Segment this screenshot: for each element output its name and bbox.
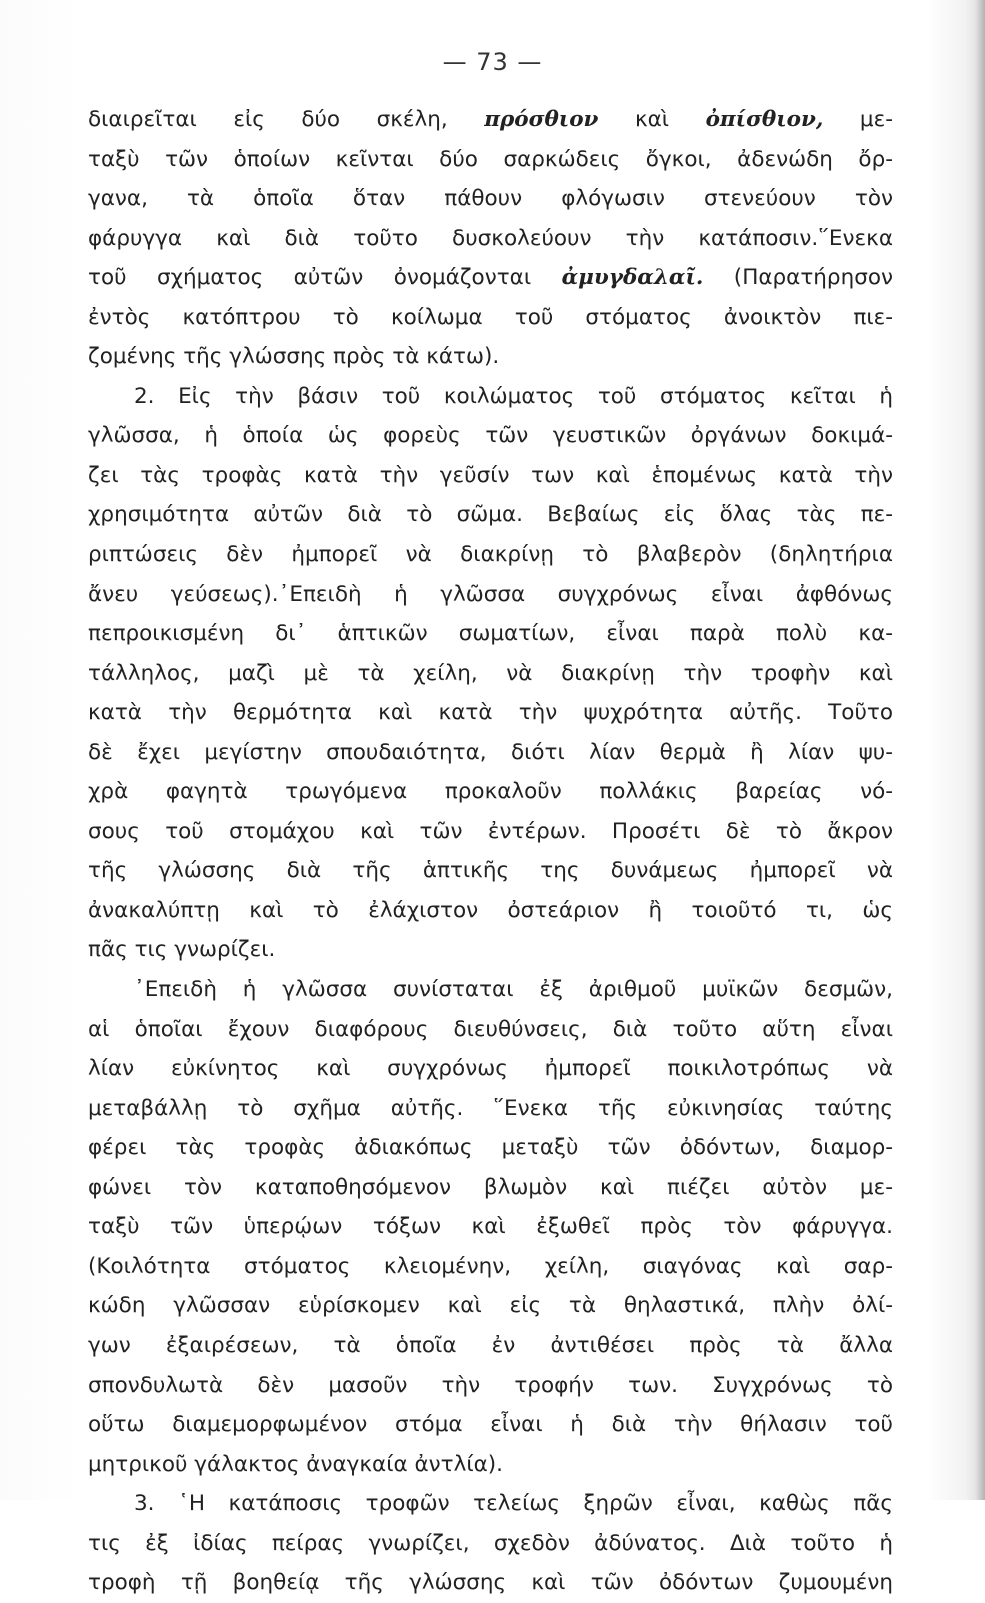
text-line: [88, 1405, 893, 1445]
text-line: [88, 1286, 893, 1326]
text-segment: φώνει τὸν καταποθησόμενον βλωμὸν καὶ πιέζει αὐτὸν με-: [88, 1174, 893, 1200]
text-segment: ταξὺ τῶν ὑπερῴων τόξων καὶ ἐξωθεῖ πρὸς τὸν φάρυγγα.: [88, 1214, 893, 1240]
page-number: — 73 —: [442, 48, 543, 76]
text-line: [88, 258, 893, 298]
text-segment: κώδη γλῶσσαν εὑρίσκομεν καὶ εἰς τὰ θηλαστικά, πλὴν ὀλί-: [88, 1293, 893, 1319]
text-line: [88, 535, 893, 575]
emphasized-term: πρόσθιον: [484, 107, 599, 132]
text-segment: γων ἐξαιρέσεων, τὰ ὁποῖα ἐν ἀντιθέσει πρὸς τὰ ἄλλα: [88, 1332, 893, 1358]
text-segment: 3. ῾Η κατάποσις τροφῶν τελείως ξηρῶν εἶναι, καθὼς πᾶς: [134, 1491, 893, 1517]
text-line: [88, 179, 893, 219]
text-segment: ἄνευ γεύσεως).᾿Επειδὴ ἡ γλῶσσα συγχρόνως εἶναι ἀφθόνως: [88, 581, 893, 607]
text-line: [88, 930, 893, 970]
text-line: [88, 970, 893, 1010]
text-segment: οὕτω διαμεμορφωμένον στόμα εἶναι ἡ διὰ τὴν θήλασιν τοῦ: [88, 1412, 893, 1438]
text-segment: ζει τὰς τροφὰς κατὰ τὴν γεῦσίν των καὶ ἑπομένως κατὰ τὴν: [88, 462, 893, 488]
text-segment: αἱ ὁποῖαι ἔχουν διαφόρους διευθύνσεις, διὰ τοῦτο αὕτη εἶναι: [88, 1016, 893, 1042]
text-segment: με-: [823, 107, 893, 132]
text-line: [88, 298, 893, 338]
text-segment: ἐντὸς κατόπτρου τὸ κοίλωμα τοῦ στόματος ἀνοικτὸν πιε-: [88, 304, 893, 330]
text-segment: γανα, τὰ ὁποῖα ὅταν πάθουν φλόγωσιν στενεύουν τὸν: [88, 186, 893, 212]
text-segment: γλῶσσα, ἡ ὁποία ὡς φορεὺς τῶν γευστικῶν ὀργάνων δοκιμά-: [88, 423, 893, 449]
emphasized-term: ἀμυγδαλαῖ.: [561, 265, 704, 291]
text-segment: ἀνακαλύπτῃ καὶ τὸ ἐλάχιστον ὀστεάριον ἢ τοιοῦτό τι, ὡς: [88, 897, 893, 923]
text-segment: πεπροικισμένη δι᾿ ἁπτικῶν σωματίων, εἶναι παρὰ πολὺ κα-: [88, 621, 893, 647]
text-segment: φέρει τὰς τροφὰς ἀδιακόπως μεταξὺ τῶν ὀδόντων, διαμορ-: [88, 1135, 893, 1161]
text-segment: ᾿Επειδὴ ἡ γλῶσσα συνίσταται ἐξ ἀριθμοῦ μυϊκῶν δεσμῶν,: [134, 977, 893, 1003]
text-segment: ζομένης τῆς γλώσσης πρὸς τὰ κάτω).: [88, 344, 500, 370]
text-line: [88, 733, 893, 773]
text-line: [88, 1366, 893, 1406]
text-line: [88, 100, 893, 140]
text-segment: ταξὺ τῶν ὁποίων κεῖνται δύο σαρκώδεις ὄγκοι, ἀδενώδη ὄρ-: [88, 146, 893, 172]
text-segment: τάλληλος, μαζὶ μὲ τὰ χείλη, νὰ διακρίνῃ τὴν τροφὴν καὶ: [88, 660, 893, 686]
text-line: [88, 1326, 893, 1366]
text-line: [88, 1524, 893, 1564]
text-line: [88, 1563, 893, 1603]
text-line: [88, 495, 893, 535]
text-line: [88, 614, 893, 654]
text-line: [88, 891, 893, 931]
text-line: [88, 1128, 893, 1168]
text-line: [88, 1010, 893, 1050]
text-line: [88, 851, 893, 891]
text-segment: καὶ: [598, 107, 706, 132]
text-segment: τοῦ σχήματος αὐτῶν ὀνομάζονται: [88, 265, 562, 291]
text-segment: (Παρατήρησον: [703, 265, 893, 291]
text-line: [88, 337, 893, 377]
text-line: [88, 1168, 893, 1208]
emphasized-term: ὀπίσθιον,: [705, 107, 824, 132]
text-line: [88, 1089, 893, 1129]
page-edge-shadow: [975, 0, 985, 1500]
text-segment: μητρικοῦ γάλακτος ἀναγκαία ἀντλία).: [88, 1451, 504, 1477]
text-segment: διαιρεῖται εἰς δύο σκέλη,: [88, 107, 485, 132]
text-segment: μεταβάλλῃ τὸ σχῆμα αὐτῆς. ῞Ενεκα τῆς εὐκινησίας ταύτης: [88, 1095, 893, 1121]
text-segment: 2. Εἰς τὴν βάσιν τοῦ κοιλώματος τοῦ στόματος κεῖται ἡ: [134, 383, 893, 409]
text-segment: σους τοῦ στομάχου καὶ τῶν ἐντέρων. Προσέτι δὲ τὸ ἄκρον: [88, 818, 893, 844]
text-line: [88, 654, 893, 694]
text-line: [88, 772, 893, 812]
text-segment: δὲ ἔχει μεγίστην σπουδαιότητα, διότι λίαν θερμὰ ἢ λίαν ψυ-: [88, 739, 893, 765]
text-line: [88, 416, 893, 456]
text-segment: χρησιμότητα αὐτῶν διὰ τὸ σῶμα. Βεβαίως εἰς ὅλας τὰς πε-: [88, 502, 893, 528]
text-line: [88, 219, 893, 259]
text-segment: φάρυγγα καὶ διὰ τοῦτο δυσκολεύουν τὴν κατάποσιν.῞Ενεκα: [88, 225, 893, 251]
text-segment: τροφὴ τῇ βοηθείᾳ τῆς γλώσσης καὶ τῶν ὀδόντων ζυμουμένη: [88, 1570, 893, 1596]
text-line: [88, 1484, 893, 1524]
text-line: [88, 140, 893, 180]
text-segment: λίαν εὐκίνητος καὶ συγχρόνως ἠμπορεῖ ποικιλοτρόπως νὰ: [88, 1056, 893, 1082]
text-segment: τῆς γλώσσης διὰ τῆς ἁπτικῆς της δυνάμεως ἠμπορεῖ νὰ: [88, 858, 893, 884]
text-line: [88, 693, 893, 733]
text-line: [88, 377, 893, 417]
text-line: [88, 1207, 893, 1247]
text-segment: κατὰ τὴν θερμότητα καὶ κατὰ τὴν ψυχρότητα αὐτῆς. Τοῦτο: [88, 700, 893, 726]
text-line: [88, 575, 893, 615]
text-line: [88, 1049, 893, 1089]
text-line: [88, 1445, 893, 1485]
text-segment: πᾶς τις γνωρίζει.: [88, 937, 276, 963]
body-text: [88, 100, 893, 1603]
text-segment: ριπτώσεις δὲν ἠμπορεῖ νὰ διακρίνῃ τὸ βλαβερὸν (δηλητήρια: [88, 542, 893, 568]
text-segment: σπονδυλωτὰ δὲν μασοῦν τὴν τροφήν των. Συγχρόνως τὸ: [88, 1372, 893, 1398]
text-line: [88, 812, 893, 852]
text-segment: (Κοιλότητα στόματος κλειομένην, χείλη, σιαγόνας καὶ σαρ-: [88, 1253, 893, 1279]
text-segment: τις ἐξ ἰδίας πείρας γνωρίζει, σχεδὸν ἀδύνατος. Διὰ τοῦτο ἡ: [88, 1530, 893, 1556]
text-line: [88, 456, 893, 496]
text-segment: χρὰ φαγητὰ τρωγόμενα προκαλοῦν πολλάκις βαρείας νό-: [88, 779, 893, 805]
text-line: [88, 1247, 893, 1287]
